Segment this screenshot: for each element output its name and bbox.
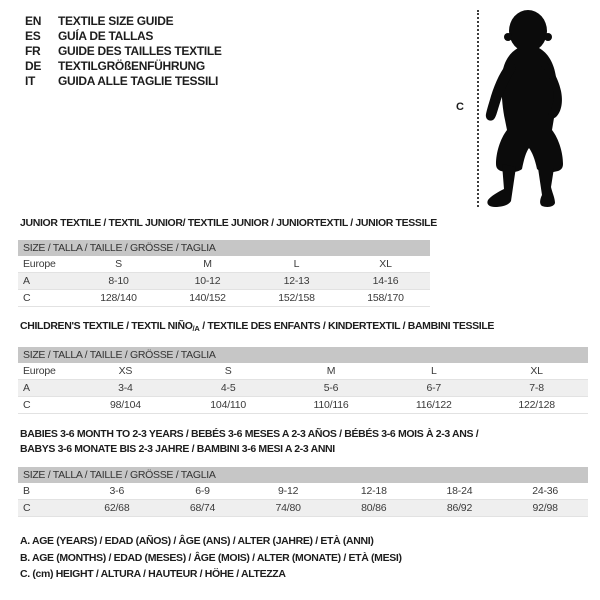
value-cell: 68/74 [160,500,246,517]
size-table-head [18,240,430,256]
value-cell: 158/170 [341,290,430,307]
language-code: FR [25,44,41,58]
value-cell: M [163,256,252,273]
value-cell: 3-6 [74,483,160,500]
section-title-junior [20,216,437,231]
title-text: BABYS 3-6 MONATE BIS 2-3 JAHRE / BAMBINI 3-6 MESI A 2-3 ANNI [20,443,335,455]
value-cell: XL [341,256,430,273]
section-title-babies [20,427,588,457]
table-row [18,290,430,307]
row-label-cell: C [18,500,74,517]
legend-note-a: A. AGE (YEARS) / EDAD (AÑOS) / ÂGE (ANS) / ALTER (JAHRE) / ETÀ (ANNI) [20,535,374,547]
language-code: EN [25,14,42,28]
height-dotted-line [477,10,479,207]
legend-note-b: B. AGE (MONTHS) / EDAD (MESES) / ÂGE (MOIS) / ALTER (MONATE) / ETÀ (MESI) [20,551,402,564]
row-label-cell: A [18,380,74,397]
language-label: TEXTILGRÖßENFÜHRUNG [58,59,205,73]
language-label: TEXTILE SIZE GUIDE [58,14,174,28]
size-table-header-cell: SIZE / TALLA / TAILLE / GRÖSSE / TAGLIA [18,347,588,363]
value-cell: 24-36 [502,483,588,500]
table-row [18,273,430,290]
size-table-body [18,363,588,414]
language-label: GUÍA DE TALLAS [58,29,154,43]
language-code: IT [25,74,36,88]
value-cell: 74/80 [245,500,331,517]
value-cell: 10-12 [163,273,252,290]
size-table-header-row [18,467,588,483]
height-figure [450,0,600,216]
section-title-line [20,427,588,442]
size-table-junior [18,240,430,307]
size-table-header-row [18,240,430,256]
table-row [18,397,588,414]
size-table-children [18,347,588,414]
value-cell: 128/140 [74,290,163,307]
value-cell: 62/68 [74,500,160,517]
value-cell: 110/116 [280,397,383,414]
title-subscript: /A [192,324,200,333]
size-table-header-cell: SIZE / TALLA / TAILLE / GRÖSSE / TAGLIA [18,240,430,256]
section-children [18,319,588,414]
language-label: GUIDE DES TAILLES TEXTILE [58,44,222,58]
title-text: JUNIOR TEXTILE / TEXTIL JUNIOR/ TEXTILE JUNIOR / JUNIORTEXTIL / JUNIOR TESSILE [20,217,437,229]
language-row-de [25,59,222,74]
size-table-header-row [18,347,588,363]
value-cell: 3-4 [74,380,177,397]
value-cell: 14-16 [341,273,430,290]
size-table-babies [18,467,588,517]
row-label-cell: A [18,273,74,290]
value-cell: L [382,363,485,380]
title-text: CHILDREN'S TEXTILE / TEXTIL NIÑO [20,320,193,332]
size-table-header-cell: SIZE / TALLA / TAILLE / GRÖSSE / TAGLIA [18,467,588,483]
toddler-silhouette-icon [480,6,595,211]
language-code: DE [25,59,42,73]
row-label-cell: C [18,397,74,414]
value-cell: 8-10 [74,273,163,290]
value-cell: 80/86 [331,500,417,517]
size-table-head [18,347,588,363]
row-label-cell: Europe [18,363,74,380]
row-label-cell: Europe [18,256,74,273]
table-row [18,380,588,397]
value-cell: 6-7 [382,380,485,397]
legend-note-c: C. (cm) HEIGHT / ALTURA / HAUTEUR / HÖHE / ALTEZZA [20,568,286,580]
value-cell: 4-5 [177,380,280,397]
table-row [18,500,588,517]
section-babies [18,427,588,517]
value-cell: S [74,256,163,273]
value-cell: 5-6 [280,380,383,397]
size-table-head [18,467,588,483]
value-cell: 140/152 [163,290,252,307]
value-cell: 18-24 [417,483,503,500]
table-row [18,256,430,273]
value-cell: 7-8 [485,380,588,397]
value-cell: 86/92 [417,500,503,517]
language-title-list [25,14,222,89]
size-table-body [18,483,588,517]
value-cell: 116/122 [382,397,485,414]
language-label: GUIDA ALLE TAGLIE TESSILI [58,74,219,88]
legend-notes [20,533,402,583]
value-cell: XS [74,363,177,380]
title-text: / TEXTILE DES ENFANTS / KINDERTEXTIL / BAMBINI TESSILE [199,320,495,332]
section-title-line [20,319,588,336]
value-cell: S [177,363,280,380]
language-row-it [25,74,222,89]
value-cell: 122/128 [485,397,588,414]
value-cell: 104/110 [177,397,280,414]
size-table-body [18,256,430,307]
value-cell: XL [485,363,588,380]
value-cell: 98/104 [74,397,177,414]
language-code: ES [25,29,41,43]
title-text: BABIES 3-6 MONTH TO 2-3 YEARS / BEBÉS 3-6 MESES A 2-3 AÑOS / BÉBÉS 3-6 MOIS À 2-3 ANS / [20,428,479,440]
table-row [18,363,588,380]
value-cell: 12-13 [252,273,341,290]
language-row-en [25,14,222,29]
language-row-fr [25,44,222,59]
row-label-cell: C [18,290,74,307]
row-label-cell: B [18,483,74,500]
value-cell: 12-18 [331,483,417,500]
value-cell: 6-9 [160,483,246,500]
table-row [18,483,588,500]
section-title-line [20,216,437,231]
value-cell: M [280,363,383,380]
value-cell: 9-12 [245,483,331,500]
height-measure-label: C [456,101,464,113]
section-title-line [20,442,588,457]
section-title-children [20,319,588,336]
section-junior [18,216,437,307]
value-cell: L [252,256,341,273]
language-row-es [25,29,222,44]
value-cell: 152/158 [252,290,341,307]
value-cell: 92/98 [502,500,588,517]
